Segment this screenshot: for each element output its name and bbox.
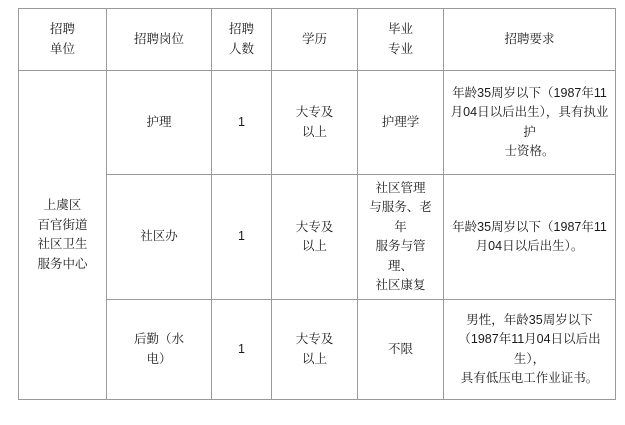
cell-number bbox=[212, 175, 272, 300]
cell-number bbox=[212, 71, 272, 175]
major-line4: 社区康复 bbox=[375, 277, 426, 292]
table-row bbox=[19, 175, 616, 300]
unit-line3: 社区卫生 bbox=[37, 237, 88, 252]
table-header bbox=[19, 9, 616, 71]
requirement-line2: （1987年11月04日以后出生）， bbox=[458, 332, 601, 366]
table-row bbox=[19, 71, 616, 175]
unit-line4: 服务中心 bbox=[37, 256, 88, 271]
header-cell-unit bbox=[19, 9, 107, 71]
major-line2: 与服务、老年 bbox=[369, 200, 432, 234]
header-number-line1: 招聘 bbox=[228, 22, 254, 37]
table-row bbox=[19, 300, 616, 400]
major-label: 不限 bbox=[387, 342, 413, 357]
header-cell-major bbox=[358, 9, 444, 71]
header-requirement-label: 招聘要求 bbox=[504, 31, 555, 46]
cell-number bbox=[212, 300, 272, 400]
major-label: 护理学 bbox=[381, 114, 420, 129]
cell-education bbox=[272, 71, 358, 175]
education-line2: 以上 bbox=[301, 351, 327, 366]
requirement-line1: 年龄35周岁以下（1987年11 bbox=[452, 85, 607, 100]
education-line1: 大专及 bbox=[295, 332, 334, 347]
header-major-line2: 专业 bbox=[387, 41, 413, 56]
cell-requirement bbox=[444, 71, 616, 175]
cell-major bbox=[358, 71, 444, 175]
number-value: 1 bbox=[238, 342, 245, 357]
requirement-line1: 男性，年龄35周岁以下 bbox=[466, 313, 593, 327]
cell-major bbox=[358, 300, 444, 400]
header-row bbox=[19, 9, 616, 71]
cell-education bbox=[272, 175, 358, 300]
major-line1: 社区管理 bbox=[375, 181, 426, 195]
recruitment-table bbox=[18, 8, 616, 400]
requirement-line2: 月04日以后出生）。 bbox=[475, 239, 584, 254]
cell-requirement bbox=[444, 175, 616, 300]
number-value: 1 bbox=[238, 114, 245, 129]
cell-major bbox=[358, 175, 444, 300]
education-line1: 大专及 bbox=[295, 219, 334, 234]
post-line2: 电） bbox=[146, 351, 172, 366]
header-number-line2: 人数 bbox=[228, 41, 254, 56]
table-body bbox=[19, 71, 616, 400]
header-cell-requirement bbox=[444, 9, 616, 71]
header-education-label: 学历 bbox=[301, 31, 327, 46]
major-line3: 服务与管理、 bbox=[375, 239, 426, 273]
post-line1: 后勤（水 bbox=[133, 332, 184, 347]
education-line2: 以上 bbox=[301, 239, 327, 254]
requirement-line1: 年龄35周岁以下（1987年11 bbox=[452, 219, 607, 234]
header-post-label: 招聘岗位 bbox=[133, 31, 184, 46]
cell-post bbox=[107, 71, 212, 175]
header-cell-number bbox=[212, 9, 272, 71]
number-value: 1 bbox=[238, 229, 245, 244]
header-cell-education bbox=[272, 9, 358, 71]
cell-post bbox=[107, 175, 212, 300]
header-major-line1: 毕业 bbox=[387, 22, 413, 37]
requirement-line2: 月04日以后出生），具有执业护 bbox=[450, 105, 609, 139]
requirement-line3: 具有低压电工作业证书。 bbox=[460, 371, 599, 386]
unit-line2: 百官街道 bbox=[37, 217, 88, 232]
cell-requirement bbox=[444, 300, 616, 400]
post-label: 社区办 bbox=[140, 229, 178, 244]
education-line2: 以上 bbox=[301, 124, 327, 139]
cell-recruit-unit bbox=[19, 71, 107, 400]
header-unit-line2: 单位 bbox=[49, 41, 75, 56]
requirement-line3: 士资格。 bbox=[504, 143, 555, 158]
unit-line1: 上虞区 bbox=[43, 198, 82, 213]
cell-education bbox=[272, 300, 358, 400]
header-cell-post bbox=[107, 9, 212, 71]
education-line1: 大专及 bbox=[295, 105, 334, 120]
header-unit-line1: 招聘 bbox=[49, 22, 75, 37]
post-label: 护理 bbox=[146, 114, 172, 129]
cell-post bbox=[107, 300, 212, 400]
